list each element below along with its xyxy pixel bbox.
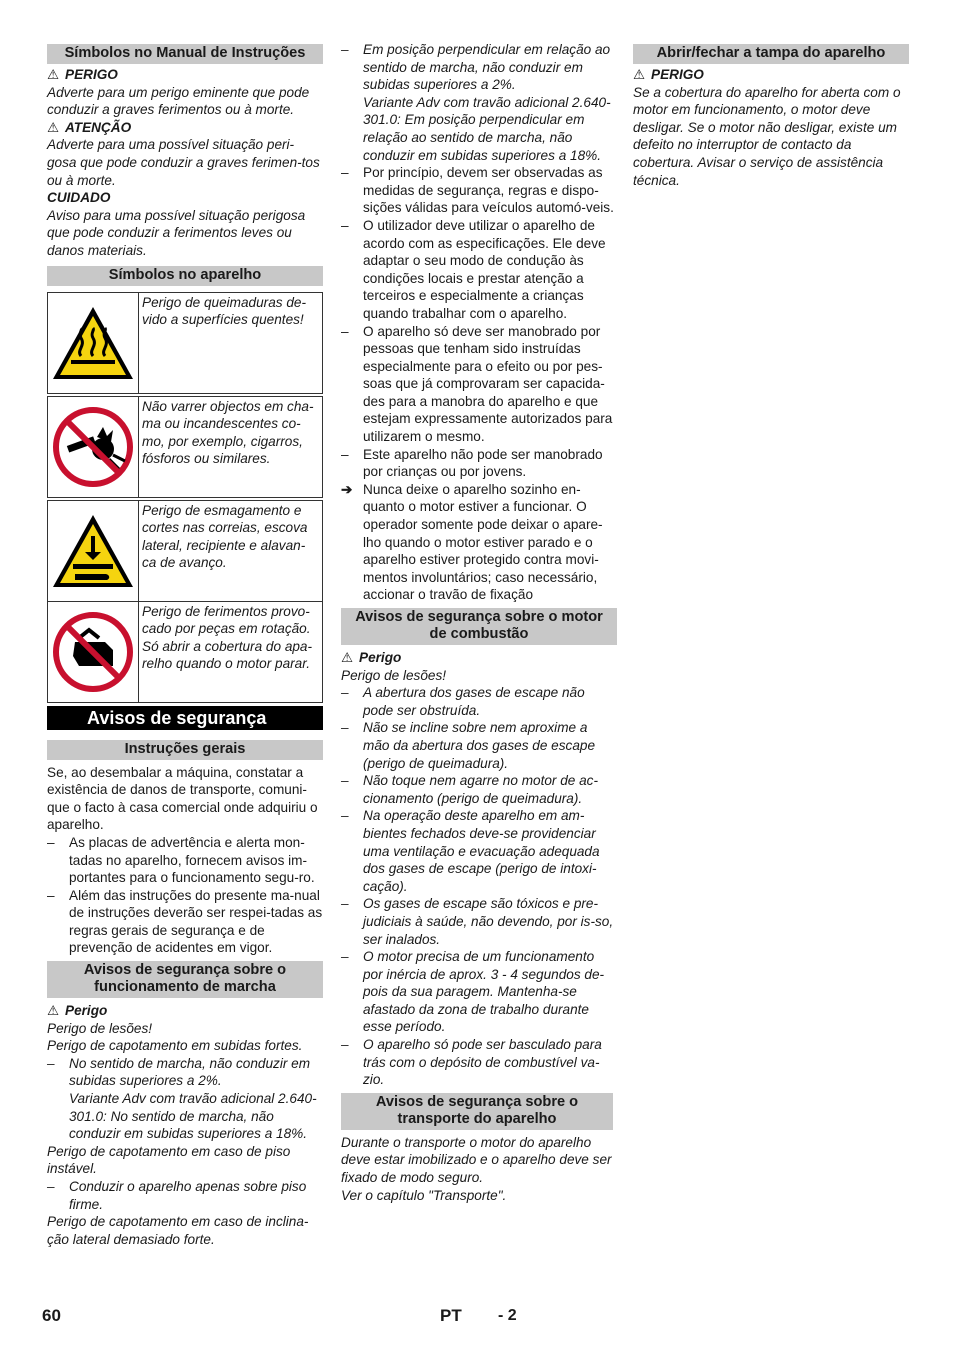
- text-line: Ver o capítulo "Transporte".: [341, 1187, 507, 1203]
- symbol-row-rotating-parts: [47, 601, 323, 703]
- text-line: Se a cobertura do aparelho for aberta com o motor em funcionamento, o motor deve desligar. Se o motor não desligar, existe um defeito no interruptor de contacto da cobertura. Avisar o serviço de assistência técnica.: [633, 84, 901, 188]
- column-1: [47, 44, 323, 1248]
- symbol-text: Perigo de queimaduras de-vido a superfícies quentes!: [142, 294, 306, 328]
- driving-list: [47, 1055, 323, 1143]
- list-item: – Este aparelho não pode ser manobrado por crianças ou por jovens.: [341, 446, 603, 480]
- text-line: Durante o transporte o motor do aparelho deve estar imobilizado e o aparelho deve ser fixado de modo seguro.: [341, 1134, 612, 1186]
- warning-perigo: ⚠ Perigo: [341, 650, 402, 665]
- symbol-text: Não varrer objectos em cha-ma ou incandescentes co-mo, por exemplo, cigarros, fósforos ou similares.: [142, 398, 314, 467]
- list-item: – Na operação deste aparelho em am-bientes fechados deve-se providenciar uma ventilação e evacuação adequada dos gases de escape (perigo de intoxi-cação).: [341, 808, 600, 894]
- warning-perigo: ⚠ PERIGO: [47, 67, 118, 82]
- heading-transport-safety: Avisos de segurança sobre o transporte do aparelho: [341, 1093, 613, 1130]
- engine-list: [341, 684, 617, 1089]
- list-item: – Além das instruções do presente ma-nual de instruções deverão ser respei-tadas as regras gerais de segurança e de prevenção de acidentes em vigor.: [47, 887, 323, 956]
- cuidado-text: Aviso para uma possível situação perigosa que pode conduzir a ferimentos leves ou danos materiais.: [47, 207, 306, 258]
- symbol-row-crush-hazard: [47, 500, 323, 601]
- heading-general-instructions: Instruções gerais: [47, 740, 323, 760]
- general-intro: Se, ao desembalar a máquina, constatar a existência de danos de transporte, comuni-que o facto à casa comercial onde adquiriu o aparelho.: [47, 764, 318, 833]
- list-item: – Em posição perpendicular em relação ao sentido de marcha, não conduzir em subidas superiores a 2%. Variante Adv com travão adicional 2.640-301.0: Em posição perpendicular em relação ao sentido de marcha, não conduzir em subidas superiores a 18%.: [341, 42, 611, 163]
- warning-triangle-icon: ⚠: [47, 67, 60, 82]
- text-line: Perigo de lesões!: [47, 1020, 153, 1036]
- list-item: – As placas de advertência e alerta mon-tadas no aparelho, fornecem avisos im-portantes para o funcionamento segu-ro.: [47, 834, 315, 886]
- list-item: – Conduzir o aparelho apenas sobre piso firme.: [47, 1179, 307, 1212]
- arrow-right-icon: ➔: [341, 481, 353, 497]
- warning-triangle-icon: ⚠: [47, 119, 60, 135]
- list-item: ➔ Nunca deixe o aparelho sozinho en-quanto o motor estiver a funcionar. O operador somente pode deixar o apare-lho quando o motor estiver parado e o aparelho estiver protegido contra movi-mentos involuntários; caso necessário, accionar o travão de fixação: [341, 481, 603, 603]
- driving-list-cont: [341, 41, 617, 164]
- heading-engine-safety: Avisos de segurança sobre o motor de combustão: [341, 608, 617, 645]
- driving-list-2: [47, 1178, 323, 1213]
- text-line: Perigo de capotamento em caso de inclina-ção lateral demasiado forte.: [47, 1214, 309, 1247]
- heading-safety-notes: Avisos de segurança: [47, 706, 323, 730]
- text-line: Perigo de lesões!: [341, 667, 447, 683]
- symbol-text: Perigo de ferimentos provo-cado por peças em rotação. Só abrir a cobertura do apa-relho quando o motor parar.: [142, 603, 313, 672]
- rules-list: [341, 164, 617, 604]
- hot-surface-warning-icon: [48, 293, 139, 393]
- warning-atencao: ⚠ ATENÇÃO: [47, 119, 132, 135]
- list-item: – O utilizador deve utilizar o aparelho de acordo com as especificações. Ele deve adaptar o seu modo de condução às condições locais e prestar atenção a terceiros e especialmente a crianças quando trabalhar com o aparelho.: [341, 217, 606, 321]
- symbol-row-no-burning-objects: [47, 396, 323, 498]
- text-line: Perigo de capotamento em caso de piso instável.: [47, 1143, 291, 1177]
- heading-open-close-cover: Abrir/fechar a tampa do aparelho: [633, 44, 909, 64]
- symbol-row-hot-surface: [47, 292, 323, 394]
- warning-cuidado: CUIDADO: [47, 190, 111, 206]
- no-touch-rotating-parts-icon: [48, 602, 139, 702]
- symbol-text: Perigo de esmagamento e cortes nas correias, escova lateral, recipiente e alavan-ca de avanço.: [142, 502, 308, 571]
- list-item: – Não toque nem agarre no motor de ac-cionamento (perigo de queimadura).: [341, 773, 599, 806]
- atencao-text: Adverte para uma possível situação peri-gosa que pode conduzir a graves ferimen-tos ou à morte.: [47, 137, 320, 188]
- list-item: – O aparelho só pode ser basculado para trás com o depósito de combustível va-zio.: [341, 1037, 602, 1088]
- page-number: 60: [42, 1306, 61, 1325]
- page-sub-number: - 2: [498, 1307, 517, 1324]
- column-3: [633, 44, 909, 189]
- heading-manual-symbols: Símbolos no Manual de Instruções: [47, 44, 323, 64]
- language-code: PT: [440, 1306, 462, 1325]
- crush-hazard-icon: [48, 501, 139, 601]
- heading-device-symbols: Símbolos no aparelho: [47, 266, 323, 286]
- list-item: – O aparelho só deve ser manobrado por pessoas que tenham sido instruídas especialmente para o efeito ou por pes-soas que já comprovaram ser capacida-des para a manobra do aparelho e que estejam expressamente autorizados para utilizarem o mesmo.: [341, 323, 613, 445]
- list-item: – O motor precisa de um funcionamento por inércia de aprox. 3 - 4 segundos de-pois da sua paragem. Mantenha-se afastado da zona de trabalho durante esse período.: [341, 949, 605, 1035]
- warning-perigo: ⚠ Perigo: [47, 1003, 108, 1019]
- perigo-text: Adverte para um perigo eminente que pode conduzir a graves ferimentos ou à morte.: [47, 84, 310, 118]
- warning-triangle-icon: ⚠: [47, 1003, 60, 1019]
- text-line: Perigo de capotamento em subidas fortes.: [47, 1038, 303, 1054]
- heading-driving-safety: Avisos de segurança sobre o funcionamento de marcha: [47, 961, 323, 998]
- warning-perigo: ⚠ PERIGO: [633, 67, 704, 82]
- list-item: – Não se incline sobre nem aproxime a mão da abertura dos gases de escape (perigo de queimadura).: [341, 720, 596, 771]
- warning-triangle-icon: ⚠: [633, 67, 646, 82]
- list-item: – No sentido de marcha, não conduzir em subidas superiores a 2%. Variante Adv com travão adicional 2.640-301.0: No sentido de marcha, não conduzir em subidas superiores a 18%.: [47, 1055, 317, 1142]
- no-sweeping-burning-objects-icon: [48, 397, 139, 497]
- list-item: – Por princípio, devem ser observadas as medidas de segurança, regras e dispo-sições válidas para veículos automó-veis.: [341, 165, 614, 216]
- list-item: – A abertura dos gases de escape não pode ser obstruída.: [341, 685, 585, 718]
- warning-triangle-icon: ⚠: [341, 650, 354, 665]
- general-list: [47, 834, 323, 957]
- column-2: [341, 41, 617, 1204]
- list-item: – Os gases de escape são tóxicos e pre-judiciais à saúde, não devendo, por is-so, ser inalados.: [341, 896, 614, 947]
